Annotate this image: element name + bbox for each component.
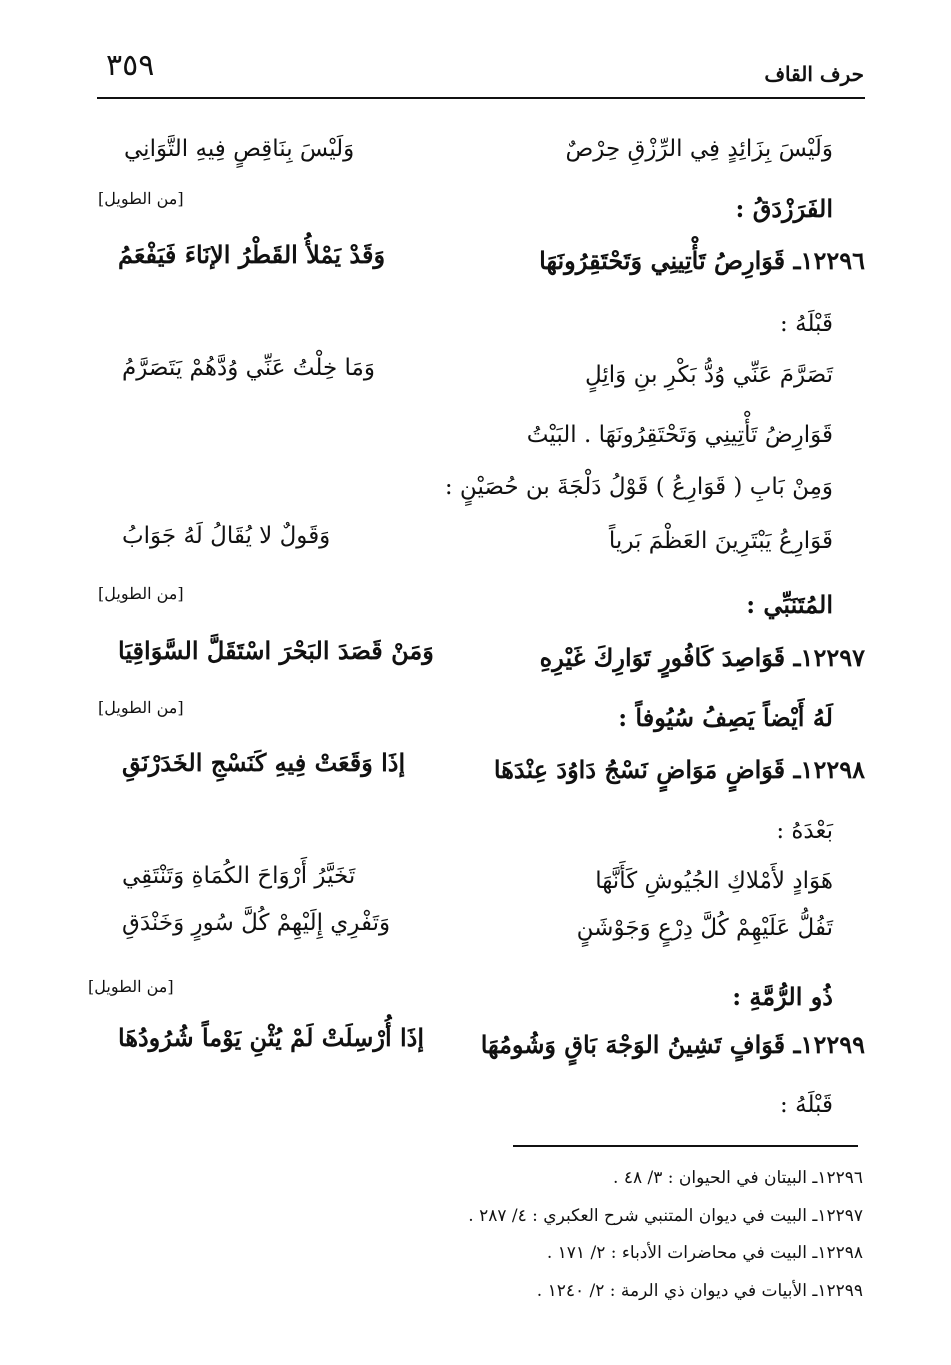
- page-number: ٣٥٩: [106, 48, 155, 83]
- footnote: ١٢٢٩٨ـ البيت في محاضرات الأدباء : ٢/ ١٧١ .: [546, 1243, 863, 1263]
- verse-hemistich-second: وَتَفْرِي إِلَيْهِمْ كُلَّ سُورٍ وَخَنْدَقِ: [122, 910, 391, 936]
- poet-name: ذُو الرُّمَّةِ :: [732, 982, 833, 1011]
- meter-label: [من الطويل]: [98, 189, 184, 208]
- meter-label: [من الطويل]: [98, 698, 184, 717]
- numbered-verse-second: وَمَنْ قَصَدَ البَحْرَ اسْتَقَلَّ السَّوَاقِيَا: [118, 636, 434, 665]
- header-divider: [97, 97, 865, 99]
- poet-name: المُتَنَبِّي :: [746, 590, 833, 619]
- numbered-verse-second: إذَا أُرْسِلَتْ لَمْ يُثْنِ يَوْماً شُرُودُهَا: [118, 1023, 424, 1052]
- footnote: ١٢٢٩٦ـ البيتان في الحيوان : ٣/ ٤٨ .: [613, 1168, 863, 1188]
- meter-label: [من الطويل]: [88, 977, 174, 996]
- meter-label: [من الطويل]: [98, 584, 184, 603]
- verse-hemistich-first: وَلَيْسَ بِزَائِدٍ فِي الرِّزْقِ حِرْصٌ: [565, 136, 833, 162]
- verse-hemistich-second: وَلَيْسَ بِنَاقِصٍ فِيهِ التَّوَانِي: [124, 136, 355, 162]
- verse-hemistich-first: هَوَادٍ لأَمْلاكِ الجُيُوشِ كَأَنَّهَا: [595, 868, 833, 894]
- numbered-verse-first: ١٢٢٩٧ـ قَوَاصِدَ كَافُورٍ تَوَارِكَ غَيْرِهِ: [539, 643, 865, 672]
- verse-hemistich-first: تَفُلُّ عَلَيْهِمْ كُلَّ دِرْعٍ وَجَوْشَنٍ: [576, 915, 833, 941]
- footnote-divider: [513, 1145, 858, 1147]
- label-qablahu: قَبْلَهُ :: [780, 1092, 833, 1118]
- verse-hemistich-second: وَمَا خِلْتُ عَنِّي وُدَّهُمْ يَتَصَرَّمُ: [122, 355, 375, 381]
- footnote: ١٢٢٩٧ـ البيت في ديوان المتنبي شرح العكبري : ٤/ ٢٨٧ .: [468, 1206, 863, 1226]
- numbered-verse-second: إذَا وَقَعَتْ فِيهِ كَنَسْجِ الخَدَرْنَقِ: [122, 748, 406, 777]
- numbered-verse-first: ١٢٢٩٦ـ قَوَارِصُ تَأْتِينِي وَتَحْتَقِرُونَهَا: [539, 246, 865, 275]
- text-line: قَوَارِضُ تَأْتِينِي وَتَحْتَقِرُونَهَا . البَيْتُ: [526, 422, 833, 448]
- verse-hemistich-second: تَخَيَّرُ أَرْوَاحَ الكُمَاةِ وَتَنْتَقِي: [122, 863, 356, 889]
- label-badahu: بَعْدَهُ :: [776, 818, 833, 844]
- footnote: ١٢٢٩٩ـ الأبيات في ديوان ذي الرمة : ٢/ ١٢٤٠ .: [536, 1281, 863, 1301]
- label-qablahu: قَبْلَهُ :: [780, 311, 833, 337]
- section-label: لَهُ أَيْضاً يَصِفُ سُيُوفاً :: [618, 703, 833, 732]
- text-line: وَمِنْ بَابِ ( قَوَارِعُ ) قَوْلُ دَلْجَةَ بن حُصَيْنٍ :: [444, 474, 833, 500]
- verse-hemistich-second: وَقَولٌ لا يُقَالُ لَهُ جَوَابُ: [122, 523, 331, 549]
- numbered-verse-first: ١٢٢٩٩ـ قَوَافٍ تَشِينُ الوَجْهَ بَاقٍ وَشُومُهَا: [480, 1030, 865, 1059]
- chapter-title: حرف القاف: [764, 62, 864, 86]
- poet-name: الفَرَزْدَقُ :: [735, 194, 833, 223]
- numbered-verse-first: ١٢٢٩٨ـ قَوَاضٍ مَوَاضٍ نَسْجُ دَاوُدَ عِنْدَهَا: [493, 755, 865, 784]
- numbered-verse-second: وَقَدْ يَمْلأُ القَطْرُ الإنَاءَ فَيَفْعَمُ: [118, 240, 386, 269]
- verse-hemistich-first: تَصَرَّمَ عَنِّي وُدُّ بَكْرِ بنِ وَائِلٍ: [584, 362, 833, 388]
- verse-hemistich-first: قَوَارِعُ يَبْتَرِينَ العَظْمَ بَرياً: [608, 528, 833, 554]
